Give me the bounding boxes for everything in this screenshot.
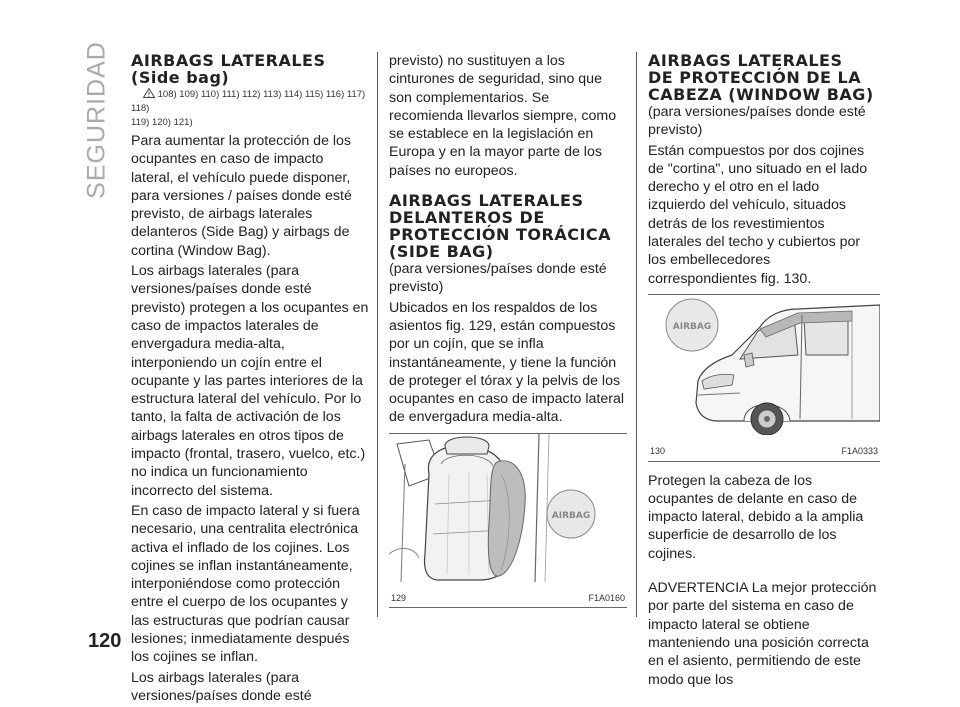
airbag-label: AIRBAG (551, 510, 591, 521)
figure-number: 130 (650, 446, 666, 457)
figure-code: F1A0333 (841, 446, 878, 457)
column-1 (131, 52, 369, 707)
heading-thorax-side-bag: AIRBAGS LATERALES DELANTEROS DE PROTECCIÓN TORÁCICA (SIDE BAG) (389, 191, 612, 262)
figure-130 (648, 294, 880, 462)
page-number: 120 (88, 630, 122, 652)
column-2 (389, 52, 627, 608)
warning-triangle-icon (143, 88, 155, 98)
seat-airbag-illustration (389, 434, 625, 582)
figure-caption (389, 587, 627, 607)
section-title: SEGURIDAD (82, 41, 111, 199)
column-divider (636, 52, 637, 617)
van-window-bag-illustration (648, 295, 880, 435)
paragraph: (para versiones/países donde esté previsto) (389, 261, 607, 296)
paragraph: previsto) no sustituyen a los cinturones de seguridad, sino que son complementarios. Se recomienda llevarlos siempre, como se establece en la legislación en Europa y en la mayor parte de los países no europeos. (389, 53, 617, 179)
paragraph: Ubicados en los respaldos de los asientos fig. 129, están compuestos por un cojín, que se infla instantáneamente, y tiene la función de proteger el tórax y la pelvis de los ocupantes en caso de impacto lateral de envergadura media-alta. (389, 299, 625, 426)
paragraph: Los airbags laterales (para versiones/países donde esté (131, 669, 312, 704)
column-3 (648, 52, 880, 691)
column-divider (377, 52, 378, 617)
paragraph: Para aumentar la protección de los ocupantes en caso de impacto lateral, el vehículo puede disponer, para versiones / países donde esté previsto, de airbags laterales delanteros (Side Bag) y airbags de cortina (Window Bag). (131, 133, 352, 259)
warning-paragraph: ADVERTENCIA La mejor protección por parte del sistema en caso de impacto lateral se obtiene manteniendo una posición correcta en el asiento, permitiendo de este modo que los (648, 580, 877, 688)
heading-window-bag: AIRBAGS LATERALES DE PROTECCIÓN DE LA CABEZA (WINDOW BAG) (648, 51, 874, 104)
warning-references: 108) 109) 110) 111) 112) 113) 114) 115) 116) 117) 118) 119) 120) 121) (131, 89, 366, 128)
airbag-label: AIRBAG (672, 321, 712, 332)
paragraph: Los airbags laterales (para versiones/países donde esté previsto) protegen a los ocupantes en caso de impactos laterales de envergadura media-alta, interponiendo un cojín entre el ocupante y las partes interiores de la estructura lateral del vehículo. Por lo tanto, la falta de activación de los airbags laterales en otros tipos de impacto (frontal, trasero, vuelco, etc.) no indica un funcionamiento incorrecto del sistema. (131, 263, 369, 499)
section-side-tab (80, 41, 114, 199)
paragraph: En caso de impacto lateral y si fuera necesario, una centralita electrónica activa el inflado de los cojines. Los cojines se inflan instantáneamente, interponiéndose como protección entre el cuerpo de los ocupantes y las estructuras que podrían causar lesiones; inmediatamente después los cojines se inflan. (131, 502, 360, 666)
heading-side-bag: AIRBAGS LATERALES (Side bag) (131, 51, 326, 87)
figure-caption (648, 440, 880, 460)
paragraph: Protegen la cabeza de los ocupantes de delante en caso de impacto lateral, debido a la amplia superficie de desarrollo de los cojines. (648, 472, 864, 562)
paragraph: (para versiones/países donde esté previsto) (648, 104, 866, 139)
figure-code: F1A0160 (588, 593, 625, 604)
figure-129 (389, 433, 627, 609)
paragraph: Están compuestos por dos cojines de "cortina", uno situado en el lado derecho y el otro en el lado izquierdo del vehículo, situados detrás de los revestimientos laterales del techo y cubiertos por los embellecedores correspondientes fig. 130. (648, 142, 868, 287)
figure-number: 129 (391, 593, 407, 604)
